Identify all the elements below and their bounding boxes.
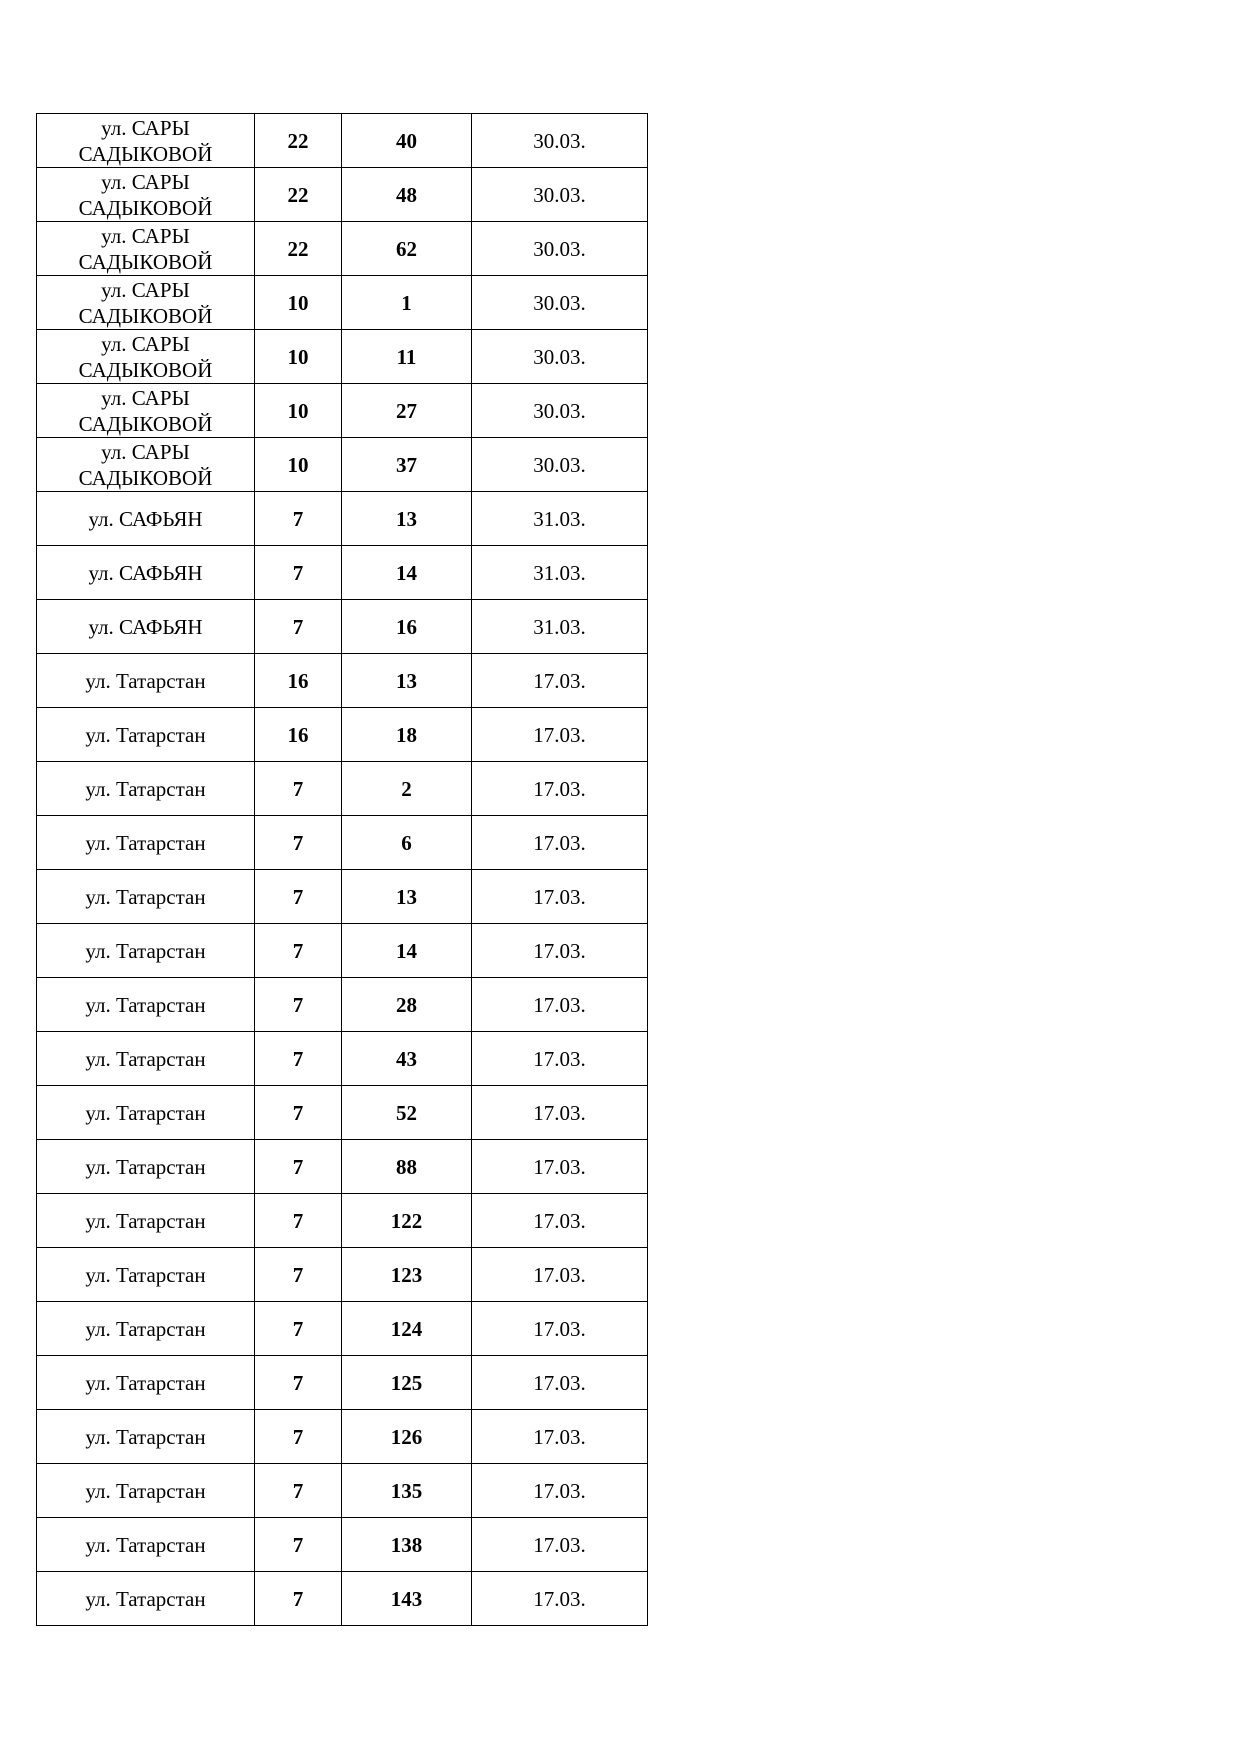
date-cell: 30.03. bbox=[472, 276, 648, 330]
table-row bbox=[37, 114, 648, 168]
date-cell: 17.03. bbox=[472, 1356, 648, 1410]
date-cell: 17.03. bbox=[472, 708, 648, 762]
date-cell: 31.03. bbox=[472, 600, 648, 654]
number-cell-1: 7 bbox=[255, 1302, 342, 1356]
number-cell-1: 16 bbox=[255, 708, 342, 762]
street-cell: ул. Татарстан bbox=[37, 1410, 255, 1464]
number-cell-2: 2 bbox=[342, 762, 472, 816]
date-cell: 31.03. bbox=[472, 492, 648, 546]
number-cell-1: 7 bbox=[255, 600, 342, 654]
table-row bbox=[37, 546, 648, 600]
street-cell: ул. САРЫ САДЫКОВОЙ bbox=[37, 222, 255, 276]
number-cell-1: 7 bbox=[255, 924, 342, 978]
table-row bbox=[37, 276, 648, 330]
number-cell-2: 11 bbox=[342, 330, 472, 384]
date-cell: 17.03. bbox=[472, 870, 648, 924]
number-cell-1: 10 bbox=[255, 438, 342, 492]
number-cell-2: 122 bbox=[342, 1194, 472, 1248]
date-cell: 17.03. bbox=[472, 1518, 648, 1572]
number-cell-1: 10 bbox=[255, 384, 342, 438]
table-row bbox=[37, 330, 648, 384]
table-body bbox=[37, 114, 648, 1626]
table-row bbox=[37, 1194, 648, 1248]
table-row bbox=[37, 978, 648, 1032]
table-row bbox=[37, 222, 648, 276]
street-cell: ул. Татарстан bbox=[37, 978, 255, 1032]
date-cell: 17.03. bbox=[472, 1086, 648, 1140]
street-cell: ул. Татарстан bbox=[37, 654, 255, 708]
table-row bbox=[37, 168, 648, 222]
street-cell: ул. Татарстан bbox=[37, 1194, 255, 1248]
table-row bbox=[37, 1032, 648, 1086]
number-cell-2: 27 bbox=[342, 384, 472, 438]
number-cell-2: 13 bbox=[342, 492, 472, 546]
number-cell-2: 13 bbox=[342, 654, 472, 708]
street-cell: ул. САРЫ САДЫКОВОЙ bbox=[37, 384, 255, 438]
date-cell: 17.03. bbox=[472, 1410, 648, 1464]
street-cell: ул. Татарстан bbox=[37, 1302, 255, 1356]
table-row bbox=[37, 1086, 648, 1140]
number-cell-2: 1 bbox=[342, 276, 472, 330]
number-cell-2: 14 bbox=[342, 924, 472, 978]
street-cell: ул. Татарстан bbox=[37, 1248, 255, 1302]
street-cell: ул. САФЬЯН bbox=[37, 492, 255, 546]
street-cell: ул. САРЫ САДЫКОВОЙ bbox=[37, 438, 255, 492]
address-table bbox=[36, 113, 648, 1626]
street-cell: ул. Татарстан bbox=[37, 1140, 255, 1194]
table-row bbox=[37, 600, 648, 654]
number-cell-1: 7 bbox=[255, 762, 342, 816]
table-row bbox=[37, 384, 648, 438]
table-row bbox=[37, 1356, 648, 1410]
street-cell: ул. Татарстан bbox=[37, 816, 255, 870]
table-row bbox=[37, 438, 648, 492]
street-cell: ул. Татарстан bbox=[37, 1356, 255, 1410]
number-cell-1: 7 bbox=[255, 1194, 342, 1248]
number-cell-2: 123 bbox=[342, 1248, 472, 1302]
street-cell: ул. САФЬЯН bbox=[37, 546, 255, 600]
date-cell: 17.03. bbox=[472, 654, 648, 708]
street-cell: ул. САФЬЯН bbox=[37, 600, 255, 654]
number-cell-2: 125 bbox=[342, 1356, 472, 1410]
number-cell-1: 7 bbox=[255, 1356, 342, 1410]
date-cell: 17.03. bbox=[472, 1572, 648, 1626]
number-cell-1: 16 bbox=[255, 654, 342, 708]
number-cell-2: 6 bbox=[342, 816, 472, 870]
date-cell: 30.03. bbox=[472, 330, 648, 384]
number-cell-1: 7 bbox=[255, 816, 342, 870]
street-cell: ул. Татарстан bbox=[37, 1518, 255, 1572]
number-cell-1: 7 bbox=[255, 1032, 342, 1086]
street-cell: ул. Татарстан bbox=[37, 708, 255, 762]
date-cell: 30.03. bbox=[472, 438, 648, 492]
number-cell-2: 143 bbox=[342, 1572, 472, 1626]
number-cell-1: 7 bbox=[255, 1572, 342, 1626]
date-cell: 17.03. bbox=[472, 1464, 648, 1518]
date-cell: 17.03. bbox=[472, 1140, 648, 1194]
table-row bbox=[37, 708, 648, 762]
number-cell-1: 10 bbox=[255, 330, 342, 384]
number-cell-2: 135 bbox=[342, 1464, 472, 1518]
number-cell-2: 138 bbox=[342, 1518, 472, 1572]
table-row bbox=[37, 1140, 648, 1194]
street-cell: ул. Татарстан bbox=[37, 924, 255, 978]
number-cell-2: 48 bbox=[342, 168, 472, 222]
number-cell-2: 126 bbox=[342, 1410, 472, 1464]
table-row bbox=[37, 654, 648, 708]
number-cell-2: 16 bbox=[342, 600, 472, 654]
street-cell: ул. Татарстан bbox=[37, 1464, 255, 1518]
number-cell-1: 7 bbox=[255, 1140, 342, 1194]
number-cell-1: 7 bbox=[255, 870, 342, 924]
street-cell: ул. Татарстан bbox=[37, 762, 255, 816]
street-cell: ул. САРЫ САДЫКОВОЙ bbox=[37, 168, 255, 222]
date-cell: 17.03. bbox=[472, 978, 648, 1032]
date-cell: 31.03. bbox=[472, 546, 648, 600]
number-cell-2: 62 bbox=[342, 222, 472, 276]
date-cell: 17.03. bbox=[472, 1302, 648, 1356]
number-cell-1: 22 bbox=[255, 222, 342, 276]
number-cell-2: 18 bbox=[342, 708, 472, 762]
number-cell-2: 43 bbox=[342, 1032, 472, 1086]
date-cell: 17.03. bbox=[472, 1248, 648, 1302]
number-cell-1: 10 bbox=[255, 276, 342, 330]
number-cell-1: 7 bbox=[255, 1086, 342, 1140]
number-cell-1: 7 bbox=[255, 1518, 342, 1572]
table-row bbox=[37, 1518, 648, 1572]
date-cell: 17.03. bbox=[472, 924, 648, 978]
street-cell: ул. САРЫ САДЫКОВОЙ bbox=[37, 330, 255, 384]
number-cell-1: 7 bbox=[255, 546, 342, 600]
street-cell: ул. Татарстан bbox=[37, 1032, 255, 1086]
date-cell: 17.03. bbox=[472, 1032, 648, 1086]
number-cell-2: 88 bbox=[342, 1140, 472, 1194]
table-row bbox=[37, 1410, 648, 1464]
number-cell-2: 28 bbox=[342, 978, 472, 1032]
table-row bbox=[37, 762, 648, 816]
street-cell: ул. САРЫ САДЫКОВОЙ bbox=[37, 276, 255, 330]
street-cell: ул. САРЫ САДЫКОВОЙ bbox=[37, 114, 255, 168]
number-cell-1: 22 bbox=[255, 168, 342, 222]
number-cell-1: 7 bbox=[255, 978, 342, 1032]
table-row bbox=[37, 492, 648, 546]
number-cell-2: 37 bbox=[342, 438, 472, 492]
number-cell-2: 14 bbox=[342, 546, 472, 600]
date-cell: 30.03. bbox=[472, 222, 648, 276]
date-cell: 30.03. bbox=[472, 114, 648, 168]
street-cell: ул. Татарстан bbox=[37, 870, 255, 924]
table-row bbox=[37, 1572, 648, 1626]
number-cell-1: 7 bbox=[255, 1410, 342, 1464]
table-row bbox=[37, 1464, 648, 1518]
number-cell-1: 7 bbox=[255, 1464, 342, 1518]
table-row bbox=[37, 816, 648, 870]
date-cell: 17.03. bbox=[472, 816, 648, 870]
date-cell: 17.03. bbox=[472, 762, 648, 816]
table-row bbox=[37, 1302, 648, 1356]
date-cell: 30.03. bbox=[472, 384, 648, 438]
table-row bbox=[37, 870, 648, 924]
table-row bbox=[37, 1248, 648, 1302]
number-cell-2: 52 bbox=[342, 1086, 472, 1140]
number-cell-1: 7 bbox=[255, 492, 342, 546]
number-cell-2: 40 bbox=[342, 114, 472, 168]
number-cell-1: 22 bbox=[255, 114, 342, 168]
number-cell-2: 124 bbox=[342, 1302, 472, 1356]
street-cell: ул. Татарстан bbox=[37, 1086, 255, 1140]
number-cell-1: 7 bbox=[255, 1248, 342, 1302]
date-cell: 17.03. bbox=[472, 1194, 648, 1248]
street-cell: ул. Татарстан bbox=[37, 1572, 255, 1626]
table-row bbox=[37, 924, 648, 978]
date-cell: 30.03. bbox=[472, 168, 648, 222]
number-cell-2: 13 bbox=[342, 870, 472, 924]
